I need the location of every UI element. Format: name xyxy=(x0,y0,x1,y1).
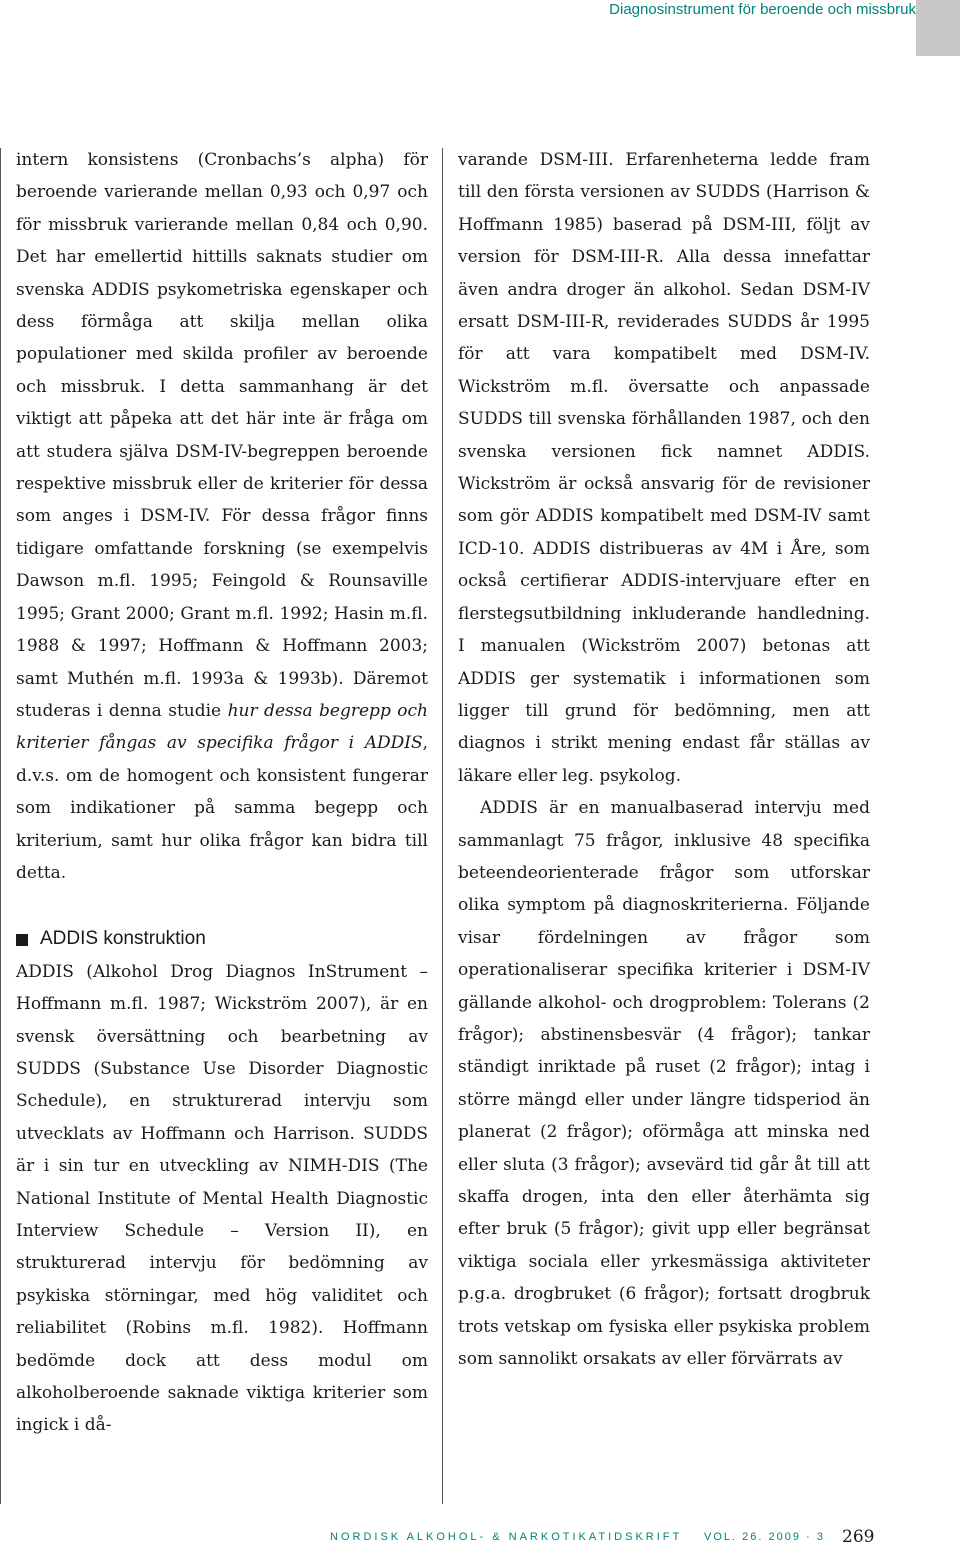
left-margin-rule xyxy=(0,148,1,1504)
section-heading-text: ADDIS konstruktion xyxy=(40,928,206,950)
left-paragraph-2: ADDIS (Alkohol Drog Diagnos InStrument – Hoffmann m.fl. 1987; Wickström 2007), är en svensk översättning och bearbetning av SUDDS (Substance Use Disorder Diagnostic Schedule), en strukturerad intervju som utvecklats av Hoffmann och Harrison. SUDDS är i sin tur en utveckling av NIMH-DIS (The National Institute of Mental Health Diagnostic Interview Schedule – Version II), en strukturerad intervju för bedömning av psykiska störningar, med hög validitet och reliabilitet (Robins m.fl. 1982). Hoffmann bedömde dock att dess modul om alkoholberoende saknade viktiga kriterier som ingick i då- xyxy=(16,961,428,1436)
left-column xyxy=(16,144,428,1442)
page-footer xyxy=(330,1527,875,1551)
running-title: Diagnosinstrument för beroende och missbruk xyxy=(609,1,916,18)
right-paragraph-1: varande DSM-III. Erfarenheterna ledde fram till den första versionen av SUDDS (Harrison & Hoffmann 1985) baserad på DSM-III, följt av version för DSM-III-R. Alla dessa innefattar även andra droger än alkohol. Sedan DSM-IV ersatt DSM-III-R, reviderades SUDDS år 1995 för att vara kompatibelt med DSM-IV. Wickström m.fl. översatte och anpassade SUDDS till svenska förhållanden 1987, och den svenska versionen fick namnet ADDIS. Wickström är också ansvarig för de revisioner som gör ADDIS kompatibelt med DSM-IV samt ICD-10. ADDIS distribueras av 4M i Åre, som också certifierar ADDIS-intervjuare efter en flerstegsutbildning inkluderande handledning. I manualen (Wickström 2007) betonas att ADDIS ger systematik i informationen som ligger till grund för bedömning, men att diagnos i strikt mening endast får ställas av läkare eller leg. psykolog. xyxy=(458,150,870,786)
page-number: 269 xyxy=(842,1527,875,1547)
right-column xyxy=(458,144,870,1375)
left-paragraph-1: intern konsistens (Cronbachs’s alpha) för beroende varierande mellan 0,93 och 0,97 och för missbruk varierande mellan 0,84 och 0,90. Det har emellertid hittills saknats studier om svenska ADDIS psykometriska egenskaper och dess förmåga att skilja mellan olika populationer med skilda profiler av beroende och missbruk. I detta sammanhang är det viktigt att påpeka att det här inte är fråga om att studera själva DSM-IV-begreppen beroende respektive missbruk eller de kriterier för dessa som anges i DSM-IV. För dessa frågor finns tidigare omfattande forskning (se exempelvis Dawson m.fl. 1995; Feingold & Rounsaville 1995; Grant 2000; Grant m.fl. 1992; Hasin m.fl. 1988 & 1997; Hoffmann & Hoffmann 2003; samt Muthén m.fl. 1993a & 1993b). Däremot studeras i denna studie hur dessa begrepp och kriterier fångas av specifika frågor i ADDIS, d.v.s. om de homogent och konsistent fungerar som indikationer på samma begepp och kriterium, samt hur olika frågor kan bidra till detta. xyxy=(16,150,428,883)
page-corner-tab xyxy=(916,0,960,56)
right-paragraph-2: ADDIS är en manualbaserad intervju med sammanlagt 75 frågor, inklusive 48 specifika beteendeorienterade frågor som utforskar olika symptom på diagnoskriterierna. Följande visar fördelningen av frågor som operationaliserar specifika kriterier i DSM-IV gällande alkohol- och drogproblem: Tolerans (2 frågor); abstinensbesvär (4 frågor); tankar ständigt inriktade på ruset (2 frågor); intag i större mängd eller under längre tidsperiod än planerat (2 frågor); oförmåga att minska ned eller sluta (3 frågor); avsevärd tid går åt till att skaffa drogen, inta den eller återhämta sig efter bruk (5 frågor); givit upp eller begränsat viktiga sociala eller yrkesmässiga aktiviteter p.g.a. drogbruket (6 frågor); fortsatt drogbruk trots vetskap om fysiska eller psykiska problem som sannolikt orsakats av eller förvärrats av xyxy=(458,798,870,1370)
italic-phrase: hur dessa begrepp och kriterier fångas av specifika frågor i ADDIS xyxy=(16,700,428,754)
section-heading xyxy=(16,923,428,955)
journal-name: NORDISK ALKOHOL- & NARKOTIKATIDSKRIFT xyxy=(330,1531,683,1543)
square-bullet-icon xyxy=(16,934,28,946)
column-divider-rule xyxy=(442,148,443,1504)
volume-info: VOL. 26. 2009 · 3 xyxy=(704,1531,825,1543)
